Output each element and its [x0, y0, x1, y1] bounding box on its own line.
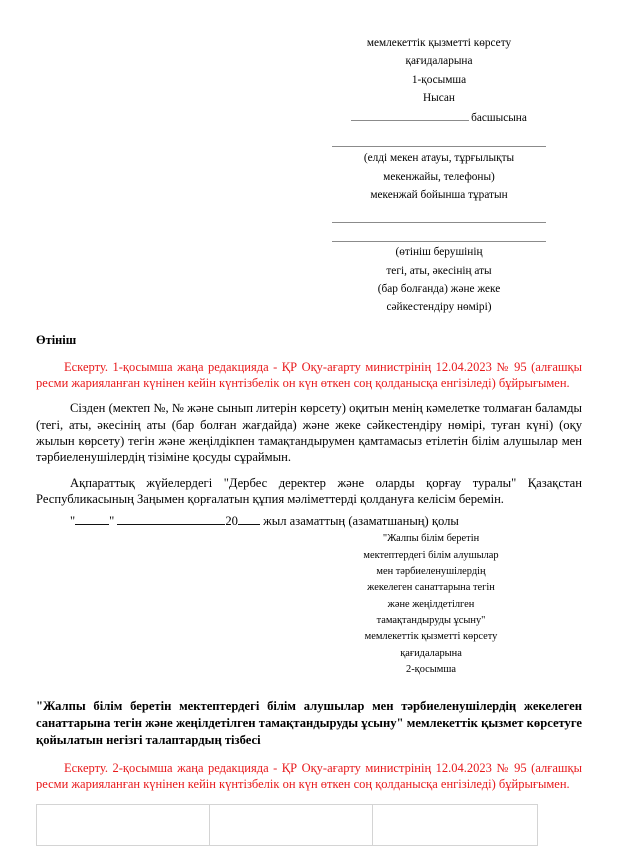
quote-line-1: "Жалпы білім беретін [382, 533, 480, 545]
requirements-table-body [37, 804, 538, 845]
consent-paragraph: Ақпараттық жүйелердегі "Дербес деректер және оларды қорғау туралы" Қазақстан Республикасының Заңымен қорғалатын құпия мәліметтерді қолдануға келісім беремін. [36, 475, 582, 507]
quote-line-4: жекелеген санаттарына тегін [367, 582, 495, 594]
table-row [37, 804, 538, 845]
applicant-blank-rule-2 [332, 230, 546, 242]
year-prefix: 20 [225, 514, 238, 529]
requirements-table [36, 804, 538, 846]
address-caption-line-1: (елді мекен атауы, тұрғылықты [363, 152, 515, 165]
address-caption-line-2: мекенжайы, телефоны) [383, 170, 495, 183]
document-body [36, 333, 582, 846]
year-blank [238, 512, 260, 525]
month-blank [117, 512, 225, 525]
director-blank-rule [351, 108, 469, 121]
editorial-note-1: Ескерту. 1-қосымша жаңа редакцияда - ҚР Оқу-ағарту министрінің 12.04.2023 № 95 (алғашқы ресми жарияланған күнінен кейін күнтізбелік он күн өткен соң қолданысқа енгізіледі) бұйрығымен. [36, 359, 582, 390]
director-label: басшысына [471, 112, 527, 125]
section2-title: "Жалпы білім беретін мектептердегі білім алушылар мен тәрбиеленушілердің жекелеген санаттарына тегін және жеңілдетілген тамақтандыруды ұсыну" мемлекеттік қызмет көрсетуге қойылатын негізгі талаптардың тізбесі [36, 699, 582, 748]
applicant-blank-rule-1 [332, 211, 546, 223]
table-cell-1 [37, 804, 210, 845]
quote-line-3: мен тәрбиеленушілердің [376, 566, 486, 578]
quote-line-9: 2-қосымша [406, 664, 456, 676]
day-blank [75, 512, 109, 525]
residence-caption: мекенжай бойынша тұратын [370, 189, 508, 202]
signature-quote-close: " [109, 514, 115, 529]
signature-date-line [36, 512, 582, 529]
applicant-caption-line-4: сәйкестендіру нөмірі) [386, 301, 492, 314]
applicant-caption-line-2: тегі, аты, әкесінің аты [386, 264, 492, 277]
applicant-caption-line-3: (бар болғанда) және жеке [377, 282, 501, 295]
header-line-2: қағидаларына [405, 55, 473, 68]
table-cell-3 [373, 804, 538, 845]
application-heading: Өтініш [36, 332, 77, 347]
header-line-1: мемлекеттік қызметті көрсету [366, 37, 512, 49]
appendix2-reference-block [306, 531, 556, 678]
signature-quote-open: " [70, 514, 76, 529]
editorial-note-2: Ескерту. 2-қосымша жаңа редакцияда - ҚР Оқу-ағарту министрінің 12.04.2023 № 95 (алғашқы ресми жарияланған күнінен кейін күнтізбелік он күн өткен соң қолданысқа енгізіледі) бұйрығымен. [36, 761, 582, 792]
address-blank-rule [332, 135, 546, 147]
signature-tail-text: жыл азаматтың (азаматшаның) қолы [263, 514, 459, 529]
quote-line-5: және жеңілдетілген [387, 598, 475, 610]
header-form-label: Нысан [423, 91, 455, 104]
quote-line-6: тамақтандыруды ұсыну" [376, 615, 486, 627]
table-cell-2 [210, 804, 373, 845]
header-appendix-number: 1-қосымша [411, 73, 467, 86]
applicant-caption-line-1: (өтініш берушінің [395, 246, 483, 259]
request-paragraph: Сізден (мектеп №, № және сынып литерін көрсету) оқитын менің кәмелетке толмаған баламды (тегі, аты, әкесінің аты (бар болған жағдайда) және жеке сәйкестендіру нөмірі, туған күні) (оқу жылын көрсету) тегін және жеңілдікпен тамақтандырумен қамтамасыз етілетін білім алушылар мен тәрбиеленушілердің тізіміне қосуды сұраймын. [36, 401, 582, 465]
form-header-block [314, 0, 564, 317]
director-fill-row [314, 108, 564, 127]
quote-line-7: мемлекеттік қызметті көрсету [364, 631, 498, 643]
quote-line-2: мектептердегі білім алушылар [363, 549, 499, 561]
quote-line-8: қағидаларына [400, 647, 462, 659]
